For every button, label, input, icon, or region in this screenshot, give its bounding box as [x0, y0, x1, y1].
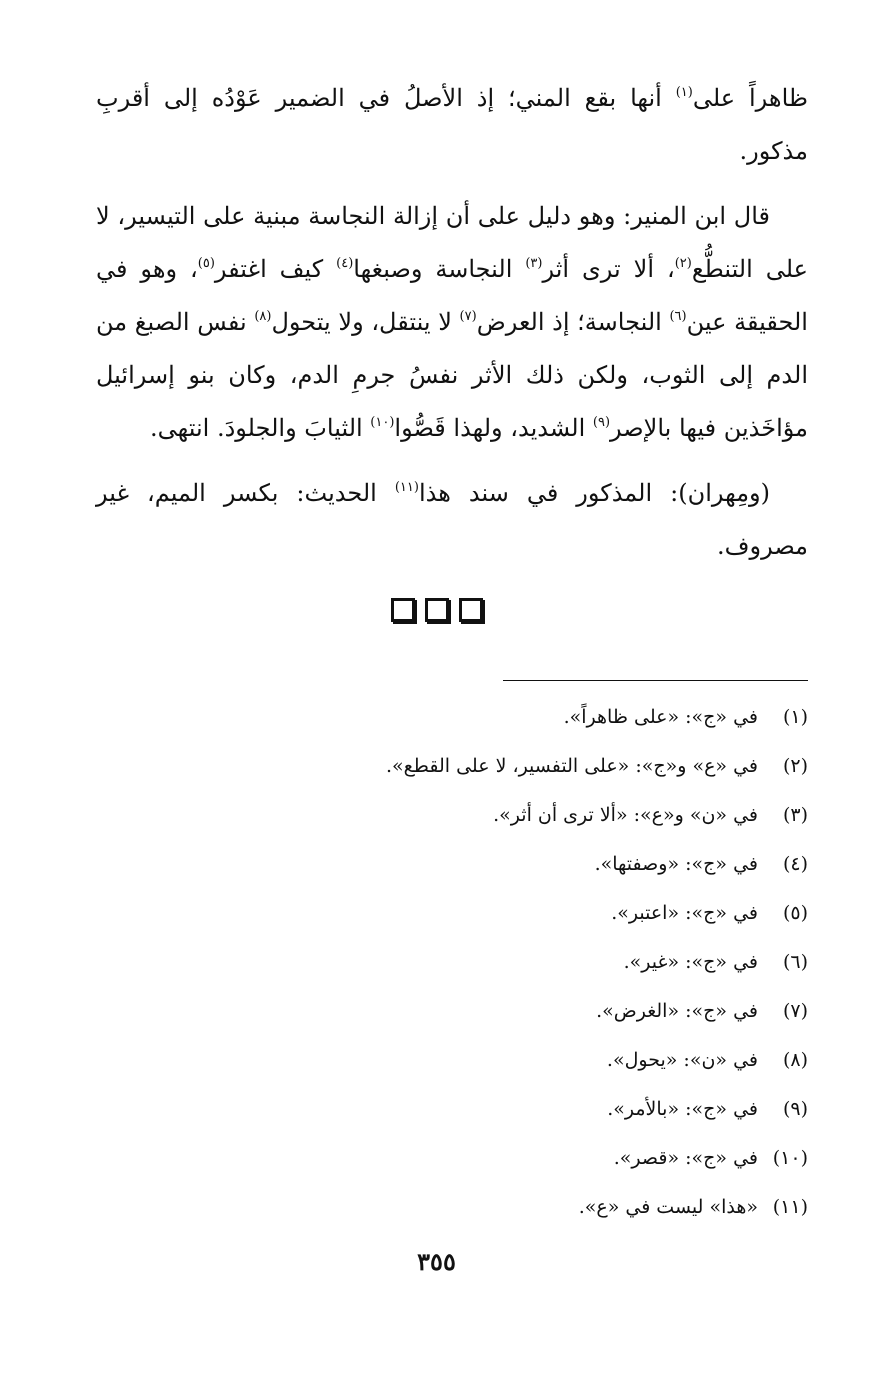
footnote-item	[288, 1186, 808, 1235]
text-span: قال ابن المنير: وهو دليل على أن إزالة النجاسة مبنية على التيسير، لا على التنطُّع	[96, 202, 808, 283]
text-span: النجاسة وصبغها	[353, 255, 526, 283]
footnote-divider	[503, 680, 808, 681]
footnote-item	[288, 892, 808, 941]
footnote-number: (١)	[782, 706, 808, 728]
paragraph-2	[96, 190, 808, 455]
square-box-icon	[425, 598, 449, 622]
footnote-text: في «ن»: «يحول».	[606, 1049, 758, 1071]
footnote-text: «هذا» ليست في «ع».	[578, 1196, 758, 1218]
footnote-text: في «ج»: «على ظاهراً».	[563, 706, 758, 728]
footnote-item	[288, 941, 808, 990]
square-box-icon	[459, 598, 483, 622]
footnote-ref-6: (٦)	[669, 309, 687, 324]
footnote-number: (٤)	[782, 853, 808, 875]
text-span: الحديث: بكسر الميم، غير مصروف.	[96, 479, 808, 560]
footnote-ref-1: (١)	[675, 85, 693, 100]
page-number: ٣٥٥	[417, 1247, 456, 1276]
text-span: نفس الصبغ من الدم إلى الثوب، ولكن ذلك الأثر نفسُ جرمِ الدم، وكان بنو إسرائيل مؤاخَذين فيها بالإصر	[96, 308, 808, 442]
square-box-icon	[391, 598, 415, 622]
footnote-text: في «ج»: «بالأمر».	[607, 1098, 758, 1120]
footnotes-list	[288, 696, 808, 1235]
footnote-item	[288, 1088, 808, 1137]
footnote-ref-8: (٨)	[254, 309, 272, 324]
footnote-number: (٢)	[782, 755, 808, 777]
footnote-item	[288, 1039, 808, 1088]
text-span: لا ينتقل، ولا يتحول	[271, 308, 460, 336]
footnote-ref-2: (٢)	[674, 256, 692, 271]
footnote-item	[288, 843, 808, 892]
text-span: (ومِهران): المذكور في سند هذا	[418, 479, 770, 507]
text-span: ظاهراً على	[692, 84, 808, 112]
footnote-number: (٧)	[782, 1000, 808, 1022]
footnote-ref-4: (٤)	[336, 256, 354, 271]
text-span: الشديد، ولهذا قَصُّوا	[394, 414, 593, 442]
footnote-ref-9: (٩)	[592, 415, 611, 430]
text-span: كيف اغتفر	[214, 255, 337, 283]
footnote-text: في «ع» و«ج»: «على التفسير، لا على القطع».	[385, 755, 758, 777]
footnote-ref-10: (١٠)	[370, 415, 395, 430]
footnote-number: (٦)	[782, 951, 808, 973]
text-span: النجاسة؛ إذ العرض	[476, 308, 670, 336]
footnote-item	[288, 1137, 808, 1186]
text-span: ، وهو في الحقيقة عين	[96, 255, 808, 336]
main-text	[96, 72, 808, 585]
footnote-ref-5: (٥)	[197, 256, 215, 271]
footnote-text: في «ج»: «وصفتها».	[594, 853, 758, 875]
footnote-number: (١١)	[772, 1196, 808, 1218]
footnote-text: في «ج»: «الغرض».	[596, 1000, 758, 1022]
text-span: أنها بقع المني؛ إذ الأصلُ في الضمير عَوْدُه إلى أقربِ مذكور.	[96, 84, 808, 165]
footnote-number: (٩)	[782, 1098, 808, 1120]
paragraph-1	[96, 72, 808, 178]
footnote-ref-3: (٣)	[525, 256, 543, 271]
section-ornament	[0, 598, 873, 626]
footnote-text: في «ج»: «غير».	[623, 951, 758, 973]
footnote-number: (١٠)	[772, 1147, 808, 1169]
footnote-item	[288, 990, 808, 1039]
footnote-ref-11: (١١)	[394, 480, 419, 495]
footnote-ref-7: (٧)	[459, 309, 477, 324]
footnote-text: في «ج»: «قصر».	[613, 1147, 758, 1169]
text-span: الثيابَ والجلودَ. انتهى.	[150, 414, 371, 442]
footnote-text: في «ج»: «اعتبر».	[611, 902, 758, 924]
footnote-number: (٣)	[782, 804, 808, 826]
footnote-item	[288, 745, 808, 794]
footnote-number: (٥)	[782, 902, 808, 924]
footnote-item	[288, 794, 808, 843]
footnote-text: في «ن» و«ع»: «ألا ترى أن أثر».	[493, 804, 758, 826]
text-span: ، ألا ترى أثر	[542, 255, 675, 283]
paragraph-3	[96, 467, 808, 573]
footnote-item	[288, 696, 808, 745]
footnote-number: (٨)	[782, 1049, 808, 1071]
